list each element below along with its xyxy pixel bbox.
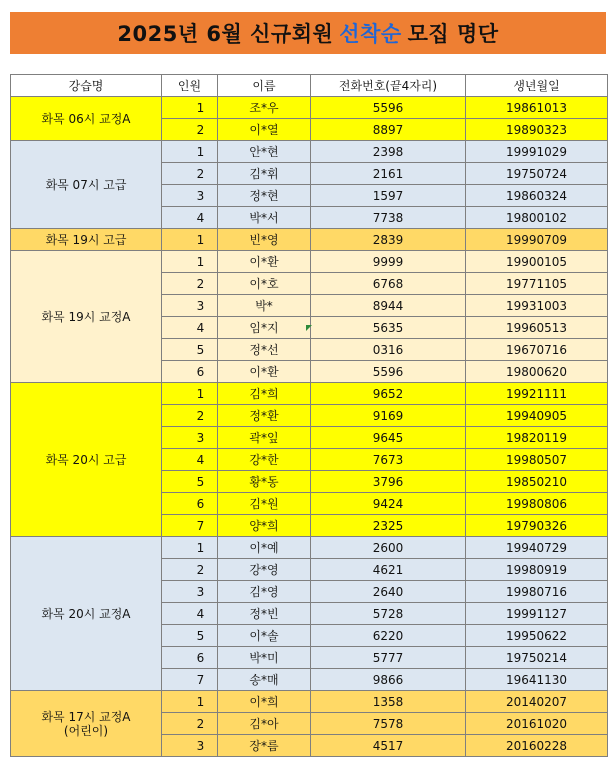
header-row bbox=[11, 75, 608, 97]
member-name-cell: 황*동 bbox=[218, 471, 311, 493]
header-name: 이름 bbox=[218, 75, 311, 97]
course-name-line: 화목 07시 고급 bbox=[45, 177, 127, 192]
course-name-line: 화목 17시 교정A bbox=[41, 709, 131, 724]
phone-last4-cell: 5596 bbox=[311, 361, 466, 383]
phone-last4-cell: 2640 bbox=[311, 581, 466, 603]
birth-date-cell: 19860324 bbox=[466, 185, 608, 207]
phone-last4-cell: 4517 bbox=[311, 735, 466, 757]
row-number-cell: 1 bbox=[162, 691, 218, 713]
member-name-cell: 정*환 bbox=[218, 405, 311, 427]
member-name-cell: 이*환 bbox=[218, 361, 311, 383]
course-name-cell bbox=[11, 691, 162, 757]
course-name-line: 화목 19시 고급 bbox=[45, 232, 127, 247]
member-name-cell: 빈*영 bbox=[218, 229, 311, 251]
row-number-cell: 1 bbox=[162, 537, 218, 559]
phone-last4-cell: 3796 bbox=[311, 471, 466, 493]
row-number-cell: 4 bbox=[162, 317, 218, 339]
row-number-cell: 7 bbox=[162, 515, 218, 537]
birth-date-cell: 19950622 bbox=[466, 625, 608, 647]
phone-last4-cell: 7738 bbox=[311, 207, 466, 229]
birth-date-cell: 19771105 bbox=[466, 273, 608, 295]
birth-date-cell: 19820119 bbox=[466, 427, 608, 449]
row-number-cell: 3 bbox=[162, 427, 218, 449]
row-number-cell: 2 bbox=[162, 405, 218, 427]
member-name-cell: 이*솔 bbox=[218, 625, 311, 647]
phone-last4-cell: 5635 bbox=[311, 317, 466, 339]
birth-date-cell: 19850210 bbox=[466, 471, 608, 493]
member-name-cell: 안*현 bbox=[218, 141, 311, 163]
course-name-line: 화목 20시 교정A bbox=[41, 606, 131, 621]
member-name-cell: 양*희 bbox=[218, 515, 311, 537]
member-name-cell: 이*희 bbox=[218, 691, 311, 713]
phone-last4-cell: 8897 bbox=[311, 119, 466, 141]
birth-date-cell: 19931003 bbox=[466, 295, 608, 317]
table-row bbox=[11, 97, 608, 119]
phone-last4-cell: 9169 bbox=[311, 405, 466, 427]
member-name-cell: 김*영 bbox=[218, 581, 311, 603]
birth-date-cell: 19800102 bbox=[466, 207, 608, 229]
birth-date-cell: 19790326 bbox=[466, 515, 608, 537]
table-row bbox=[11, 229, 608, 251]
row-number-cell: 6 bbox=[162, 361, 218, 383]
row-number-cell: 2 bbox=[162, 119, 218, 141]
phone-last4-cell: 4621 bbox=[311, 559, 466, 581]
title-prefix: 2025년 6월 신규회원 bbox=[117, 22, 334, 46]
row-number-cell: 2 bbox=[162, 713, 218, 735]
row-number-cell: 6 bbox=[162, 647, 218, 669]
member-name-cell: 김*휘 bbox=[218, 163, 311, 185]
course-name-line: (어린이) bbox=[63, 723, 109, 738]
table-row bbox=[11, 691, 608, 713]
course-name-line: 화목 19시 교정A bbox=[41, 309, 131, 324]
row-number-cell: 3 bbox=[162, 581, 218, 603]
row-number-cell: 1 bbox=[162, 97, 218, 119]
member-name-cell: 이*호 bbox=[218, 273, 311, 295]
member-name-cell: 박*서 bbox=[218, 207, 311, 229]
course-name-cell bbox=[11, 141, 162, 229]
phone-last4-cell: 2398 bbox=[311, 141, 466, 163]
birth-date-cell: 19670716 bbox=[466, 339, 608, 361]
phone-last4-cell: 1597 bbox=[311, 185, 466, 207]
phone-last4-cell: 5596 bbox=[311, 97, 466, 119]
table-row bbox=[11, 251, 608, 273]
title-highlight: 선착순 bbox=[339, 22, 402, 46]
member-table bbox=[10, 74, 608, 757]
course-name-line: 화목 20시 고급 bbox=[45, 452, 127, 467]
member-name-cell: 송*매 bbox=[218, 669, 311, 691]
birth-date-cell: 19900105 bbox=[466, 251, 608, 273]
course-name-line: 화목 06시 교정A bbox=[41, 111, 131, 126]
phone-last4-cell: 9866 bbox=[311, 669, 466, 691]
member-name-cell: 강*영 bbox=[218, 559, 311, 581]
member-name-cell: 박* bbox=[218, 295, 311, 317]
cell-comment-marker bbox=[306, 325, 312, 331]
birth-date-cell: 19980806 bbox=[466, 493, 608, 515]
row-number-cell: 4 bbox=[162, 603, 218, 625]
member-name-cell: 박*미 bbox=[218, 647, 311, 669]
row-number-cell: 5 bbox=[162, 339, 218, 361]
row-number-cell: 2 bbox=[162, 273, 218, 295]
birth-date-cell: 19960513 bbox=[466, 317, 608, 339]
table-row bbox=[11, 383, 608, 405]
row-number-cell: 1 bbox=[162, 229, 218, 251]
header-birth: 생년월일 bbox=[466, 75, 608, 97]
birth-date-cell: 19800620 bbox=[466, 361, 608, 383]
course-name-cell bbox=[11, 229, 162, 251]
birth-date-cell: 19750214 bbox=[466, 647, 608, 669]
phone-last4-cell: 2839 bbox=[311, 229, 466, 251]
table-row bbox=[11, 141, 608, 163]
birth-date-cell: 19980919 bbox=[466, 559, 608, 581]
member-name-cell: 조*우 bbox=[218, 97, 311, 119]
phone-last4-cell: 2161 bbox=[311, 163, 466, 185]
phone-last4-cell: 2600 bbox=[311, 537, 466, 559]
phone-last4-cell: 9999 bbox=[311, 251, 466, 273]
course-name-cell bbox=[11, 383, 162, 537]
birth-date-cell: 19940905 bbox=[466, 405, 608, 427]
phone-last4-cell: 7578 bbox=[311, 713, 466, 735]
row-number-cell: 1 bbox=[162, 251, 218, 273]
member-name-cell: 정*선 bbox=[218, 339, 311, 361]
header-num: 인원 bbox=[162, 75, 218, 97]
course-name-cell bbox=[11, 97, 162, 141]
birth-date-cell: 20140207 bbox=[466, 691, 608, 713]
member-name-cell: 정*빈 bbox=[218, 603, 311, 625]
birth-date-cell: 19750724 bbox=[466, 163, 608, 185]
birth-date-cell: 19990709 bbox=[466, 229, 608, 251]
birth-date-cell: 19991127 bbox=[466, 603, 608, 625]
birth-date-cell: 19980507 bbox=[466, 449, 608, 471]
phone-last4-cell: 1358 bbox=[311, 691, 466, 713]
row-number-cell: 1 bbox=[162, 141, 218, 163]
birth-date-cell: 19991029 bbox=[466, 141, 608, 163]
row-number-cell: 4 bbox=[162, 207, 218, 229]
course-name-cell bbox=[11, 251, 162, 383]
member-name-cell: 김*아 bbox=[218, 713, 311, 735]
row-number-cell: 3 bbox=[162, 295, 218, 317]
birth-date-cell: 19980716 bbox=[466, 581, 608, 603]
member-name-cell: 김*원 bbox=[218, 493, 311, 515]
page-title bbox=[10, 12, 606, 54]
row-number-cell: 5 bbox=[162, 625, 218, 647]
birth-date-cell: 20160228 bbox=[466, 735, 608, 757]
phone-last4-cell: 8944 bbox=[311, 295, 466, 317]
header-phone: 전화번호(끝4자리) bbox=[311, 75, 466, 97]
table-body bbox=[11, 97, 608, 757]
phone-last4-cell: 9424 bbox=[311, 493, 466, 515]
phone-last4-cell: 9645 bbox=[311, 427, 466, 449]
member-name-cell: 김*희 bbox=[218, 383, 311, 405]
phone-last4-cell: 2325 bbox=[311, 515, 466, 537]
row-number-cell: 7 bbox=[162, 669, 218, 691]
row-number-cell: 5 bbox=[162, 471, 218, 493]
birth-date-cell: 19940729 bbox=[466, 537, 608, 559]
title-suffix: 모집 명단 bbox=[407, 22, 499, 46]
member-name-cell: 강*한 bbox=[218, 449, 311, 471]
member-name-cell: 이*열 bbox=[218, 119, 311, 141]
phone-last4-cell: 6768 bbox=[311, 273, 466, 295]
row-number-cell: 3 bbox=[162, 185, 218, 207]
header-course: 강습명 bbox=[11, 75, 162, 97]
course-name-cell bbox=[11, 537, 162, 691]
phone-last4-cell: 7673 bbox=[311, 449, 466, 471]
birth-date-cell: 19641130 bbox=[466, 669, 608, 691]
phone-last4-cell: 0316 bbox=[311, 339, 466, 361]
member-name-cell: 이*예 bbox=[218, 537, 311, 559]
row-number-cell: 3 bbox=[162, 735, 218, 757]
member-name-cell: 임*지 bbox=[218, 317, 311, 339]
phone-last4-cell: 5777 bbox=[311, 647, 466, 669]
birth-date-cell: 19861013 bbox=[466, 97, 608, 119]
member-name-cell: 정*현 bbox=[218, 185, 311, 207]
phone-last4-cell: 6220 bbox=[311, 625, 466, 647]
table-row bbox=[11, 537, 608, 559]
phone-last4-cell: 5728 bbox=[311, 603, 466, 625]
row-number-cell: 2 bbox=[162, 163, 218, 185]
row-number-cell: 6 bbox=[162, 493, 218, 515]
member-name-cell: 곽*잎 bbox=[218, 427, 311, 449]
row-number-cell: 4 bbox=[162, 449, 218, 471]
phone-last4-cell: 9652 bbox=[311, 383, 466, 405]
member-name-cell: 이*환 bbox=[218, 251, 311, 273]
birth-date-cell: 20161020 bbox=[466, 713, 608, 735]
member-name-cell: 장*름 bbox=[218, 735, 311, 757]
row-number-cell: 1 bbox=[162, 383, 218, 405]
row-number-cell: 2 bbox=[162, 559, 218, 581]
birth-date-cell: 19890323 bbox=[466, 119, 608, 141]
birth-date-cell: 19921111 bbox=[466, 383, 608, 405]
